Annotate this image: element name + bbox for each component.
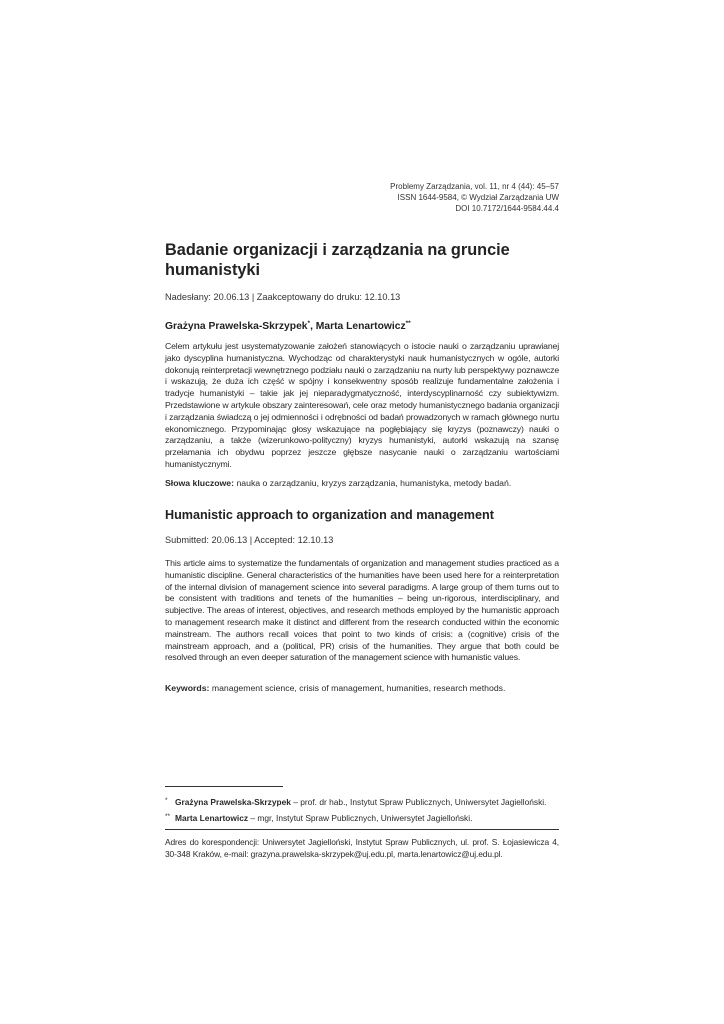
correspondence-address: Adres do korespondencji: Uniwersytet Jagielloński, Instytut Spraw Publicznych, ul. prof. S. Łojasiewicza 4, 30-348 Kraków, e-mail: grazyna.prawelska-skrzypek@uj.edu.pl, marta.lenartowicz@uj.edu.pl. (165, 837, 559, 859)
footnote-text: – mgr, Instytut Spraw Publicznych, Uniwersytet Jagielloński. (248, 813, 473, 823)
correspondence-divider (165, 829, 559, 830)
keywords-english (165, 683, 559, 695)
footnote-author: Marta Lenartowicz (175, 813, 249, 823)
footnote-mark: * (165, 797, 168, 804)
footnote (165, 795, 565, 808)
author-separator: , (310, 321, 316, 332)
abstract-polish: Celem artykułu jest usystematyzowanie założeń stanowiących o istocie nauki o zarządzaniu uprawianej jako dyscyplina humanistyczna. Wychodząc od charakterystyki nauk humanistycznych w ogóle, autorki dokonują reinterpretacji wewnętrznego podziału nauki o zarządzaniu na nurty lub perspektywy poznawcze i wskazują, że duża ich część w spójny i konsekwentny sposób realizuje fundamentalne założenia i tradycje humanistyki – takie jak jej nieparadygmatyczność, interdyscyplinarność czy subiektywizm. Przedstawione w artykule obszary zainteresowań, cele oraz metody humanistycznego badania organizacji i zarządzania świadczą o jej odmienności i odrębności od badań prowadzonych w ramach głównego nurtu ekonomicznego. Przypominając głosy wskazujące na pogłębiający się kryzys (poznawczy) nauki o zarządzaniu, a także (wizerunkowo-polityczny) kryzys humanistyki, autorki wskazują na szansę przełamania ich obydwu poprzez jeszcze głębsze nasycanie nauki o zarządzaniu wartościami humanistycznymi. (165, 341, 559, 469)
journal-header (199, 181, 559, 215)
keywords-label: Keywords: (165, 683, 210, 693)
submission-dates-english: Submitted: 20.06.13 | Accepted: 12.10.13 (165, 535, 334, 545)
submission-dates-polish: Nadesłany: 20.06.13 | Zaakceptowany do druku: 12.10.13 (165, 292, 401, 302)
author-name: Marta Lenartowicz (315, 321, 406, 332)
keywords-list: nauka o zarządzaniu, kryzys zarządzania, humanistyka, metody badań. (234, 478, 512, 488)
keywords-list: management science, crisis of management, humanities, research methods. (209, 683, 506, 693)
footnote-mark: ** (165, 813, 171, 820)
footnote-mark: ** (405, 320, 411, 327)
article-title-polish: Badanie organizacji i zarządzania na gruncie humanistyki (165, 241, 510, 279)
author-line (165, 320, 411, 332)
article-title-english: Humanistic approach to organization and management (165, 508, 494, 522)
footnote-author: Grażyna Prawelska-Skrzypek (175, 797, 291, 807)
footnote-divider (165, 786, 283, 787)
journal-issn: ISSN 1644-9584, © Wydział Zarządzania UW (397, 193, 559, 203)
footnote-text: – prof. dr hab., Instytut Spraw Publicznych, Uniwersytet Jagielloński. (290, 797, 547, 807)
journal-citation: Problemy Zarządzania, vol. 11, nr 4 (44): 45–57 (390, 182, 559, 191)
abstract-english: This article aims to systematize the fundamentals of organization and management studies practiced as a humanistic discipline. General characteristics of the humanities have been used here for a reinterpretation of the internal division of management science into several paradigms. A large group of them turns out to be consistent with traditions and tenets of the humanities – being un-rigorous, interdisciplinary, and subjective. The areas of interest, objectives, and research methods employed by the humanistic approach to management research make it distinct and different from the research conducted within the economic mainstream. The authors recall voices that point to two kinds of crisis: a (cognitive) crisis of the mainstream approach, and a (political, PR) crisis of the humanities. They argue that both could be resolved through an even deeper saturation of the management science with humanistic values. (165, 558, 559, 663)
journal-doi: DOI 10.7172/1644-9584.44.4 (455, 204, 559, 214)
keywords-label: Słowa kluczowe: (165, 478, 235, 488)
author-name: Grażyna Prawelska-Skrzypek (165, 321, 308, 332)
keywords-polish (165, 478, 559, 490)
footnote-mark: * (307, 320, 311, 327)
footnote (165, 811, 565, 824)
